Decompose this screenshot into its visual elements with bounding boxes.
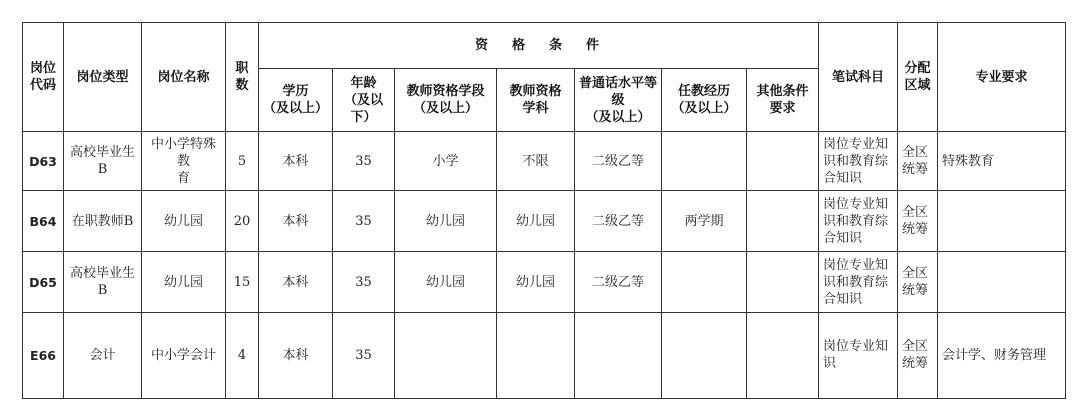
header-qualifications: 资格条件 xyxy=(259,23,819,69)
cell-exam: 岗位专业知 识 xyxy=(819,312,898,398)
cell-area: 全区 统筹 xyxy=(898,312,938,398)
header-post-type: 岗位类型 xyxy=(64,23,142,132)
header-education: 学历 （及以上） xyxy=(259,69,333,132)
cell-area: 全区 统筹 xyxy=(898,252,938,312)
cell-cert-stage: 幼儿园 xyxy=(395,191,497,252)
cell-education: 本科 xyxy=(259,252,333,312)
cell-cert-subject: 不限 xyxy=(497,132,575,191)
cell-cert-subject: 幼儿园 xyxy=(497,252,575,312)
header-post-name: 岗位名称 xyxy=(142,23,226,132)
header-cert-stage: 教师资格学段 （及以上） xyxy=(395,69,497,132)
cell-cert-stage: 小学 xyxy=(395,132,497,191)
cell-cert-stage: 幼儿园 xyxy=(395,252,497,312)
cell-major: 特殊教育 xyxy=(938,132,1066,191)
table-row xyxy=(23,312,1066,398)
cell-education: 本科 xyxy=(259,132,333,191)
cell-experience xyxy=(662,312,747,398)
cell-count: 15 xyxy=(226,252,259,312)
cell-code: B64 xyxy=(23,191,64,252)
cell-code: D63 xyxy=(23,132,64,191)
cell-cert-stage xyxy=(395,312,497,398)
cell-age: 35 xyxy=(333,252,395,312)
cell-name: 幼儿园 xyxy=(142,191,226,252)
table-row xyxy=(23,191,1066,252)
cell-type: 在职教师B xyxy=(64,191,142,252)
recruitment-table xyxy=(22,22,1066,399)
header-mandarin-level: 普通话水平等 级 （及以上） xyxy=(575,69,662,132)
cell-education: 本科 xyxy=(259,312,333,398)
cell-name: 中小学特殊教 育 xyxy=(142,132,226,191)
cell-age: 35 xyxy=(333,191,395,252)
cell-other xyxy=(747,132,819,191)
table-row xyxy=(23,132,1066,191)
header-post-code: 岗位 代码 xyxy=(23,23,64,132)
cell-count: 4 xyxy=(226,312,259,398)
cell-education: 本科 xyxy=(259,191,333,252)
cell-area: 全区 统筹 xyxy=(898,191,938,252)
cell-mandarin: 二级乙等 xyxy=(575,252,662,312)
cell-exam: 岗位专业知 识和教育综 合知识 xyxy=(819,132,898,191)
cell-mandarin: 二级乙等 xyxy=(575,191,662,252)
cell-experience xyxy=(662,132,747,191)
header-teaching-experience: 任教经历 （及以上） xyxy=(662,69,747,132)
header-other-requirements: 其他条件 要求 xyxy=(747,69,819,132)
header-age: 年龄 （及以下） xyxy=(333,69,395,132)
header-exam-subject: 笔试科目 xyxy=(819,23,898,132)
cell-area: 全区 统筹 xyxy=(898,132,938,191)
cell-other xyxy=(747,252,819,312)
header-post-count: 职 数 xyxy=(226,23,259,132)
cell-name: 幼儿园 xyxy=(142,252,226,312)
cell-experience xyxy=(662,252,747,312)
header-allocation-area: 分配 区域 xyxy=(898,23,938,132)
table-row xyxy=(23,252,1066,312)
cell-name: 中小学会计 xyxy=(142,312,226,398)
cell-count: 20 xyxy=(226,191,259,252)
cell-count: 5 xyxy=(226,132,259,191)
cell-experience: 两学期 xyxy=(662,191,747,252)
cell-cert-subject: 幼儿园 xyxy=(497,191,575,252)
cell-code: E66 xyxy=(23,312,64,398)
cell-type: 高校毕业生 B xyxy=(64,252,142,312)
cell-age: 35 xyxy=(333,132,395,191)
header-cert-subject: 教师资格 学科 xyxy=(497,69,575,132)
cell-major: 会计学、财务管理 xyxy=(938,312,1066,398)
cell-cert-subject xyxy=(497,312,575,398)
cell-code: D65 xyxy=(23,252,64,312)
cell-major xyxy=(938,252,1066,312)
cell-type: 高校毕业生 B xyxy=(64,132,142,191)
header-major-requirement: 专业要求 xyxy=(938,23,1066,132)
cell-type: 会计 xyxy=(64,312,142,398)
cell-exam: 岗位专业知 识和教育综 合知识 xyxy=(819,252,898,312)
cell-mandarin: 二级乙等 xyxy=(575,132,662,191)
cell-major xyxy=(938,191,1066,252)
cell-other xyxy=(747,312,819,398)
cell-age: 35 xyxy=(333,312,395,398)
cell-mandarin xyxy=(575,312,662,398)
cell-other xyxy=(747,191,819,252)
cell-exam: 岗位专业知 识和教育综 合知识 xyxy=(819,191,898,252)
